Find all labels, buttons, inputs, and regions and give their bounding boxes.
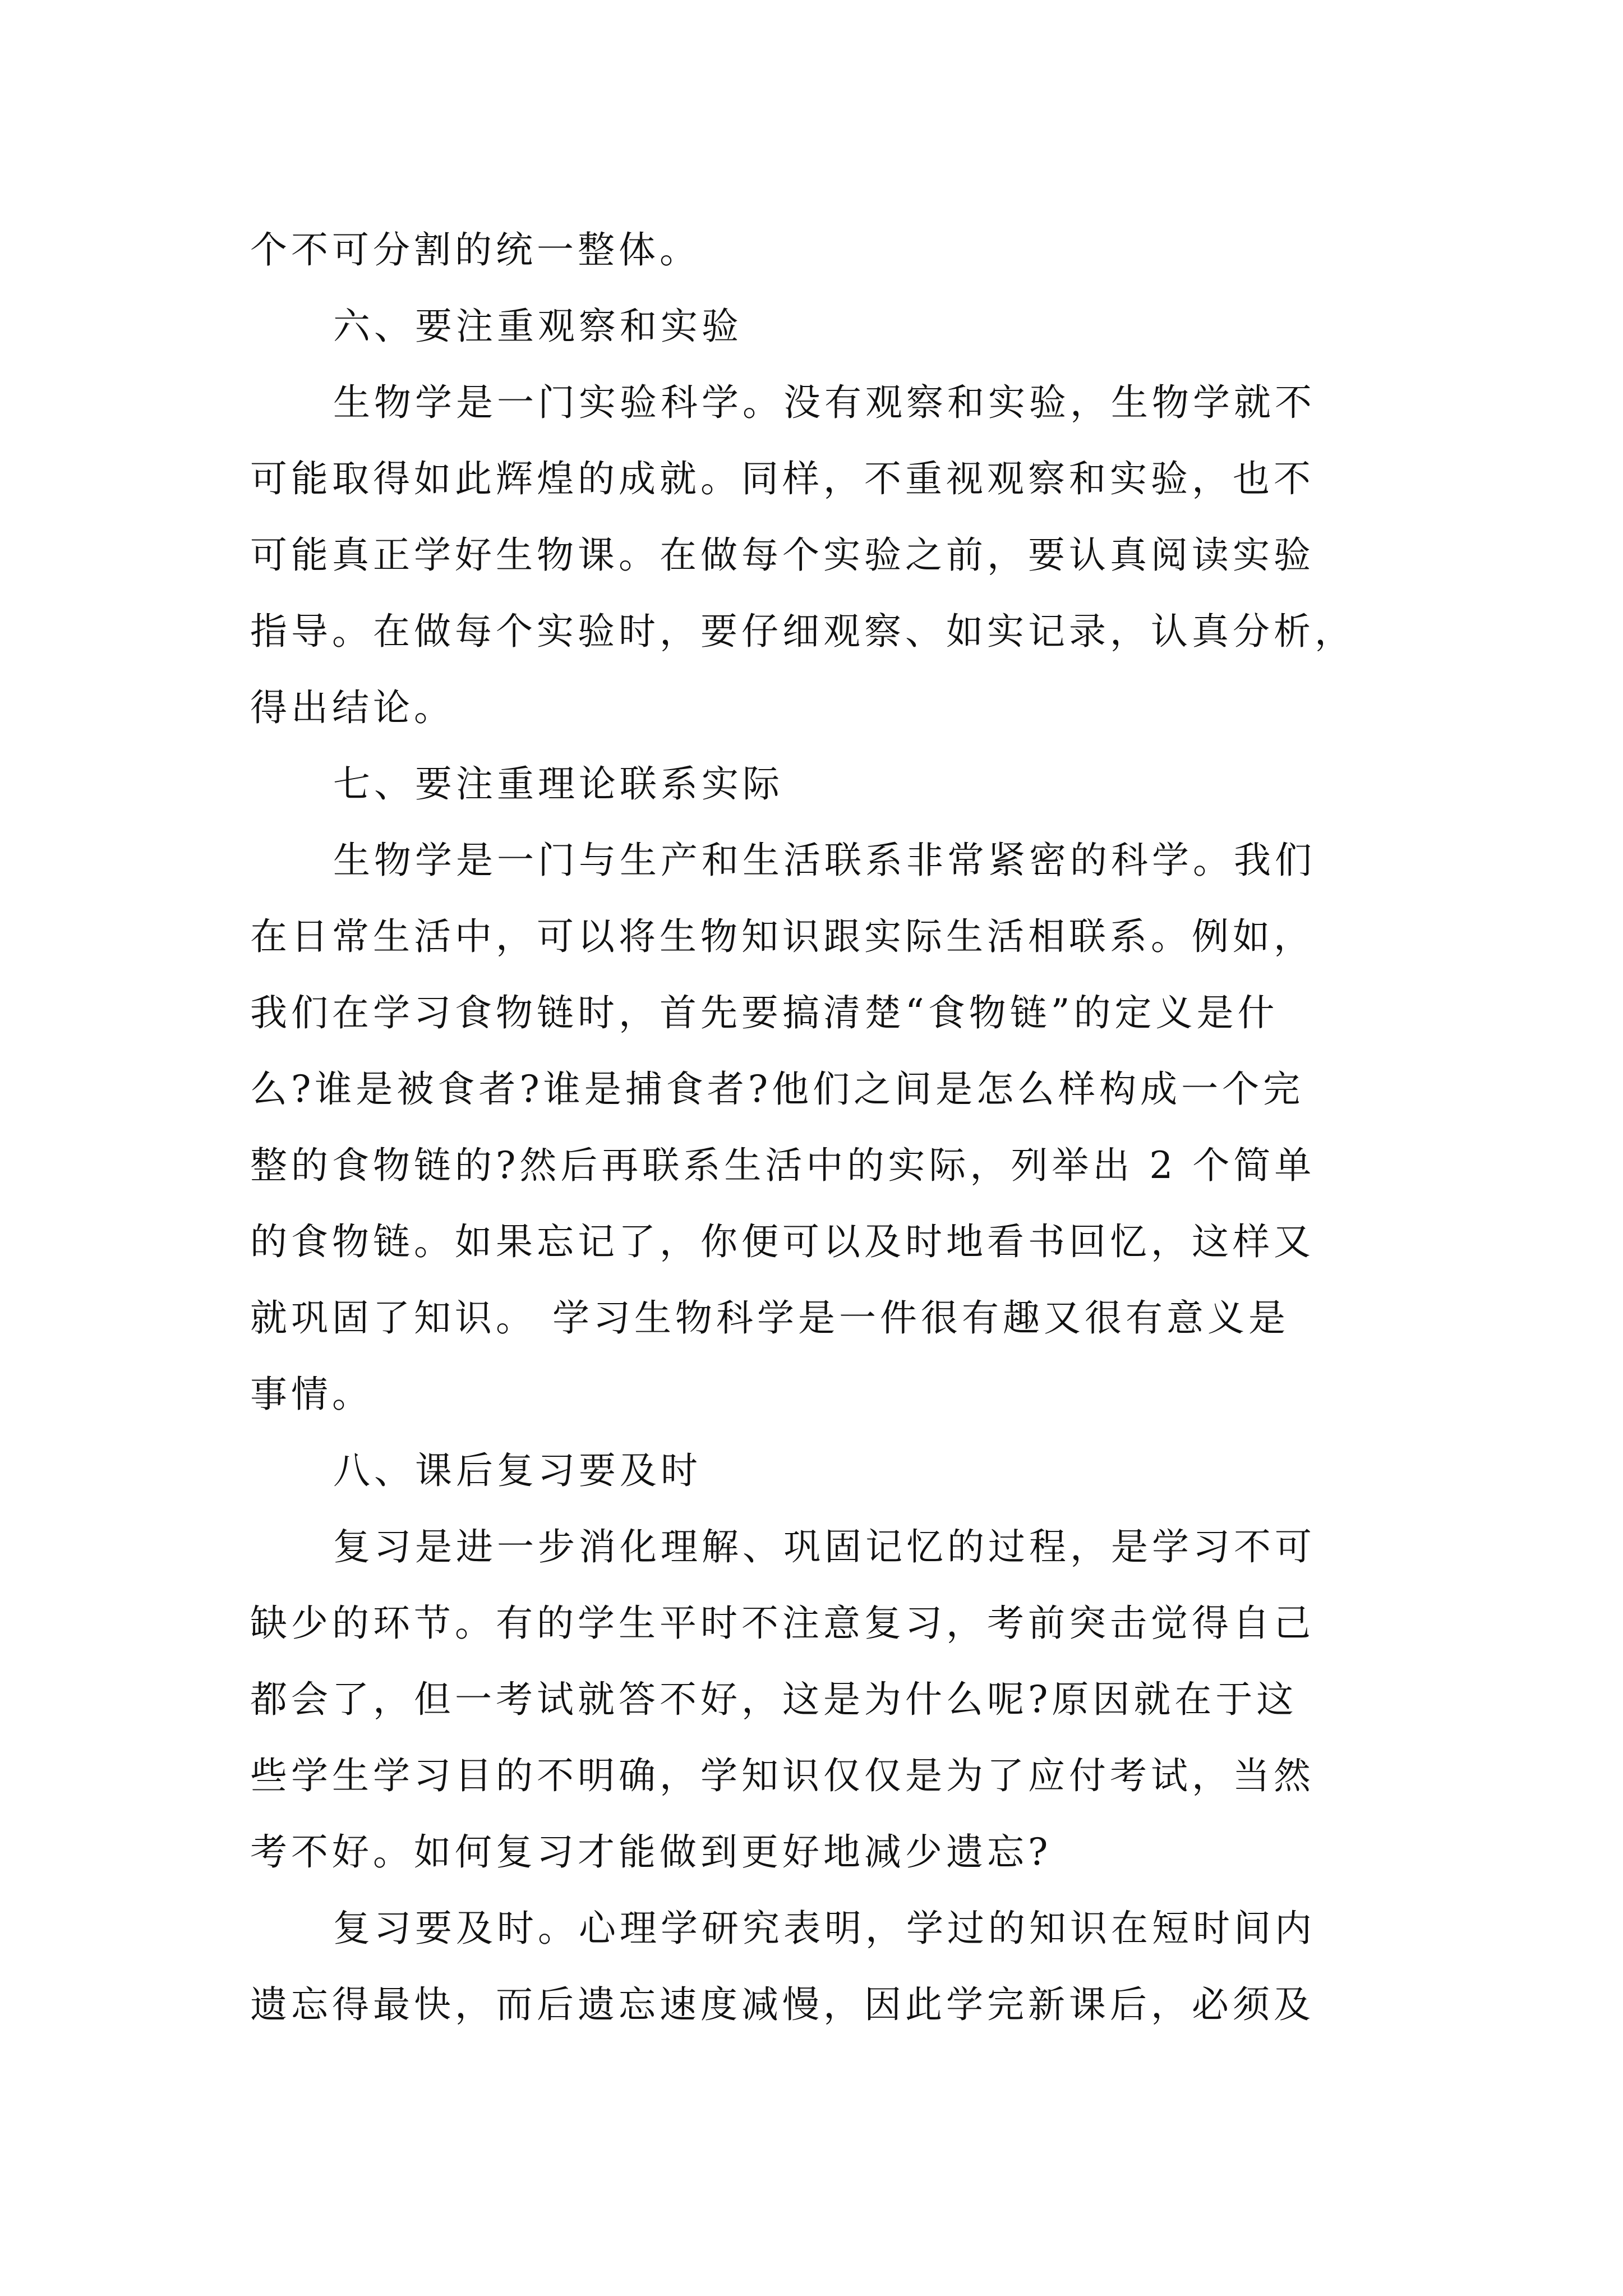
text-line: 我们在学习食物链时，首先要搞清楚“食物链”的定义是什 (250, 991, 1279, 1034)
text-line: 些学生学习目的不明确，学知识仅仅是为了应付考试，当然 (250, 1754, 1315, 1797)
text-line: 生物学是一门实验科学。没有观察和实验，生物学就不 (333, 381, 1316, 424)
section-heading-8: 八、课后复习要及时 (333, 1449, 702, 1492)
text-line: 得出结论。 (250, 686, 455, 729)
text-line: 都会了，但一考试就答不好，这是为什么呢?原因就在于这 (250, 1678, 1298, 1721)
text-line: 指导。在做每个实验时，要仔细观察、如实记录，认真分析， (250, 610, 1355, 653)
text-line: 整的食物链的?然后再联系生活中的实际，列举出 2 个简单 (250, 1144, 1316, 1187)
text-line: 考不好。如何复习才能做到更好地减少遗忘? (250, 1830, 1052, 1874)
text-line: 在日常生活中，可以将生物知识跟实际生活相联系。例如， (250, 915, 1315, 958)
text-line: 遗忘得最快，而后遗忘速度减慢，因此学完新课后，必须及 (250, 1983, 1315, 2026)
section-heading-7: 七、要注重理论联系实际 (333, 762, 783, 806)
text-line: 事情。 (250, 1373, 373, 1416)
document-body (250, 212, 1394, 2043)
text-line: 么?谁是被食者?谁是捕食者?他们之间是怎么样构成一个完 (250, 1068, 1304, 1111)
text-line: 可能真正学好生物课。在做每个实验之前，要认真阅读实验 (250, 533, 1315, 577)
text-line: 生物学是一门与生产和生活联系非常紧密的科学。我们 (333, 839, 1316, 882)
text-line: 就巩固了知识。 学习生物科学是一件很有趣又很有意义是 (250, 1296, 1289, 1340)
section-heading-6: 六、要注重观察和实验 (333, 305, 743, 348)
text-line: 复习要及时。心理学研究表明，学过的知识在短时间内 (333, 1907, 1316, 1950)
text-line: 缺少的环节。有的学生平时不注意复习，考前突击觉得自己 (250, 1602, 1315, 1645)
text-line: 的食物链。如果忘记了，你便可以及时地看书回忆，这样又 (250, 1220, 1315, 1263)
text-line: 复习是进一步消化理解、巩固记忆的过程，是学习不可 (333, 1525, 1316, 1568)
text-line: 可能取得如此辉煌的成就。同样，不重视观察和实验，也不 (250, 457, 1315, 500)
text-line: 个不可分割的统一整体。 (250, 228, 700, 272)
